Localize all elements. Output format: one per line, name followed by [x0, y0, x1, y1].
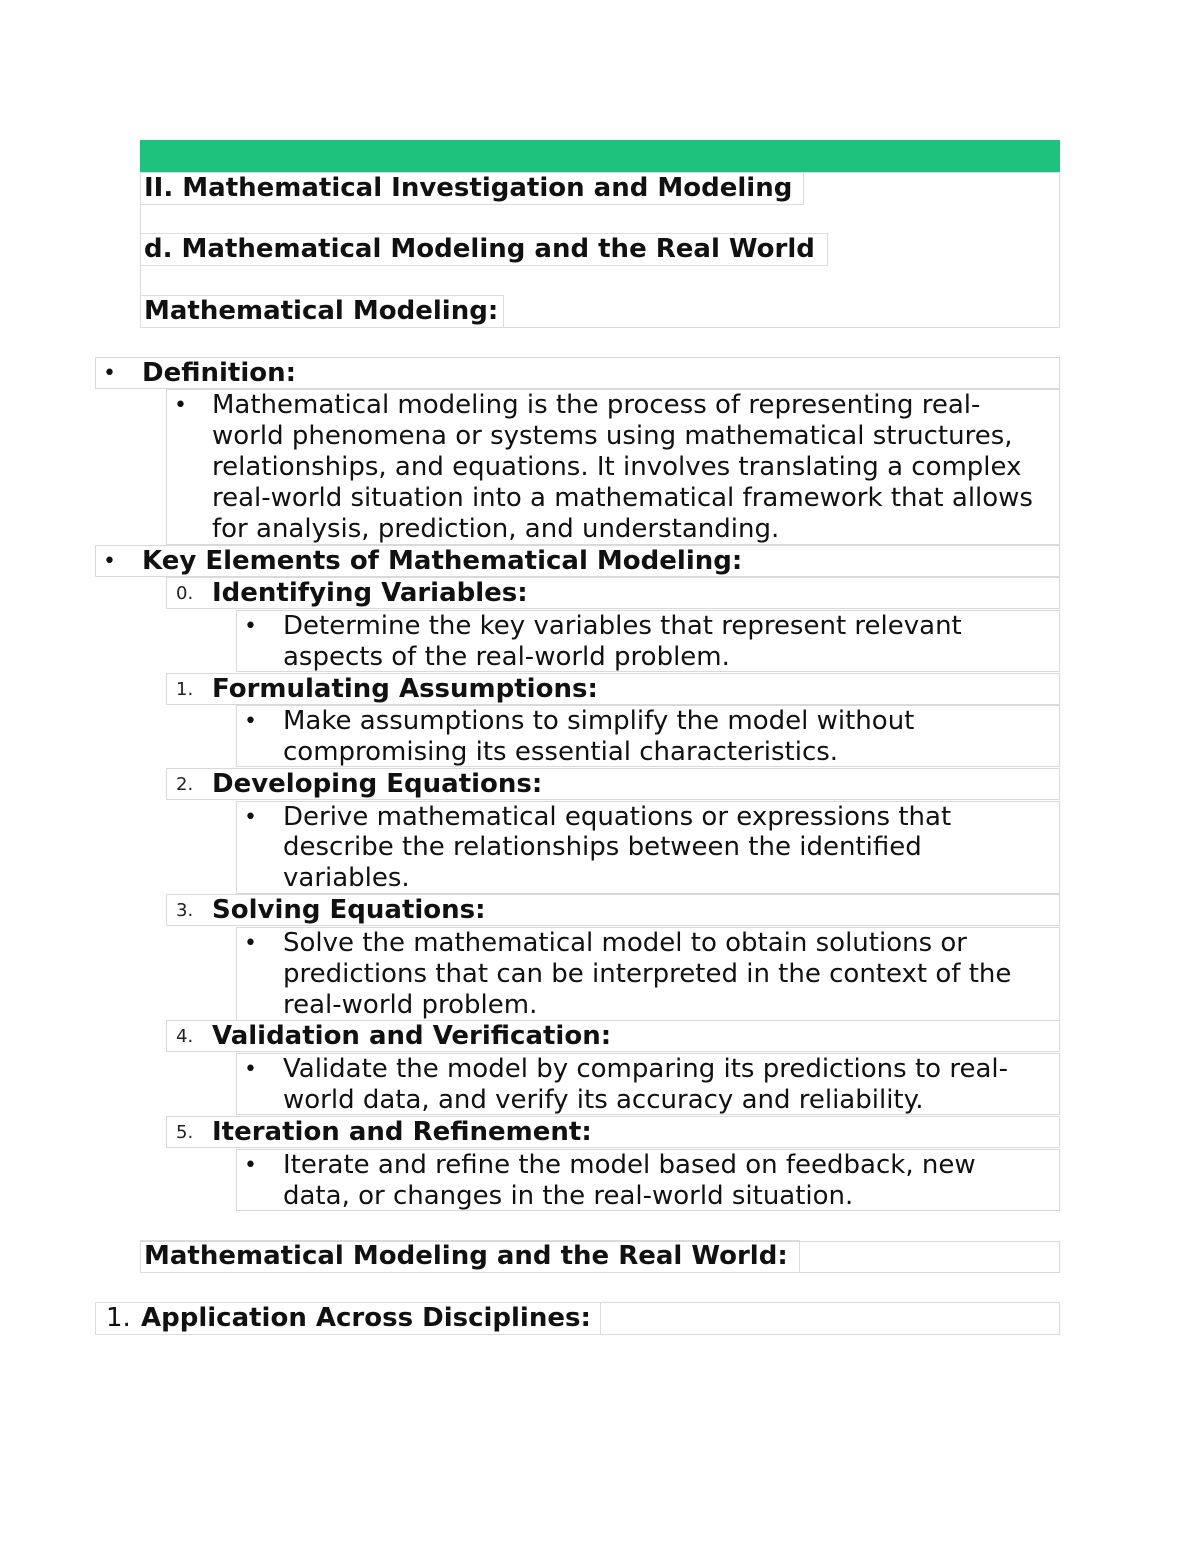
item-line: describe the relationships between the identified [283, 832, 922, 862]
item-title: Validation and Verification: [212, 1021, 612, 1051]
definition-line: relationships, and equations. It involves translating a complex [212, 452, 1022, 482]
item-line: real-world problem. [283, 990, 538, 1020]
item-title: Iteration and Refinement: [212, 1117, 592, 1147]
bullet-icon: • [244, 709, 257, 734]
bullet-icon: • [244, 1057, 257, 1082]
modeling-heading: Mathematical Modeling: [144, 296, 499, 326]
bullet-icon: • [244, 931, 257, 956]
bullet-icon: • [174, 393, 187, 418]
item-number: 0. [176, 583, 194, 604]
bullet-icon: • [244, 614, 257, 639]
item-line: Iterate and refine the model based on feedback, new [283, 1150, 976, 1180]
definition-line: for analysis, prediction, and understanding. [212, 514, 780, 544]
bullet-icon: • [244, 1153, 257, 1178]
application-title: Application Across Disciplines: [141, 1303, 591, 1333]
item-number: 3. [176, 900, 194, 921]
key-elements-title: Key Elements of Mathematical Modeling: [142, 546, 743, 576]
item-number: 5. [176, 1122, 194, 1143]
item-line: predictions that can be interpreted in the context of the [283, 959, 1012, 989]
bullet-icon: • [244, 805, 257, 830]
item-number: 1. [176, 679, 194, 700]
item-line: Make assumptions to simplify the model without [283, 706, 915, 736]
subsection-heading: d. Mathematical Modeling and the Real World [144, 234, 815, 264]
application-number: 1. [106, 1303, 131, 1333]
accent-bar [140, 140, 1060, 172]
item-number: 4. [176, 1026, 194, 1047]
item-line: Solve the mathematical model to obtain solutions or [283, 928, 967, 958]
definition-line: Mathematical modeling is the process of representing real- [212, 390, 981, 420]
item-line: Validate the model by comparing its predictions to real- [283, 1054, 1008, 1084]
item-title: Solving Equations: [212, 895, 486, 925]
bullet-icon: • [103, 549, 116, 574]
item-title: Developing Equations: [212, 769, 543, 799]
real-world-heading: Mathematical Modeling and the Real World: [144, 1241, 788, 1271]
bullet-icon: • [103, 361, 116, 386]
item-title: Identifying Variables: [212, 578, 528, 608]
item-number: 2. [176, 774, 194, 795]
item-line: variables. [283, 863, 410, 893]
section-heading: II. Mathematical Investigation and Modeling [144, 173, 793, 203]
item-line: compromising its essential characteristics. [283, 737, 839, 767]
definition-line: world phenomena or systems using mathematical structures, [212, 421, 1013, 451]
item-line: Determine the key variables that represent relevant [283, 611, 962, 641]
item-line: Derive mathematical equations or expressions that [283, 802, 952, 832]
item-line: data, or changes in the real-world situation. [283, 1181, 854, 1211]
item-title: Formulating Assumptions: [212, 674, 598, 704]
item-line: world data, and verify its accuracy and reliability. [283, 1085, 924, 1115]
item-line: aspects of the real-world problem. [283, 642, 730, 672]
definition-title: Definition: [142, 358, 297, 388]
definition-line: real-world situation into a mathematical framework that allows [212, 483, 1033, 513]
